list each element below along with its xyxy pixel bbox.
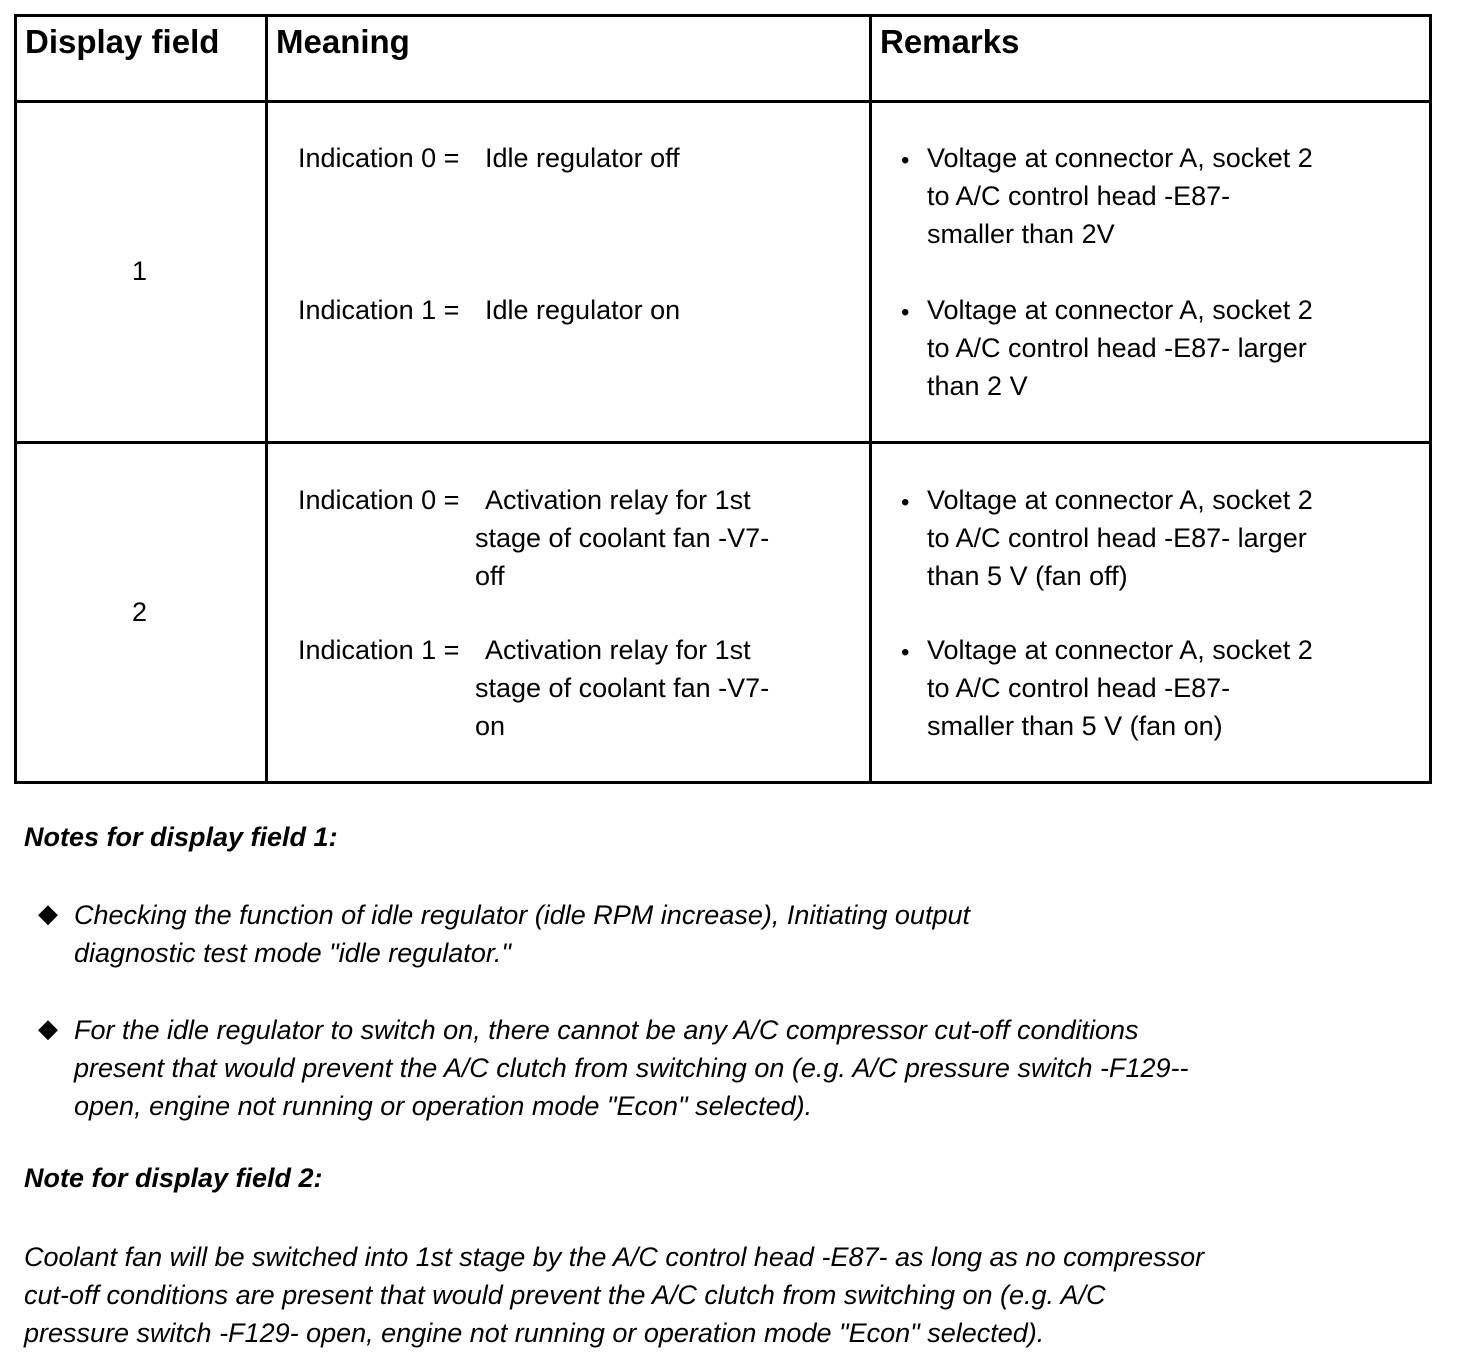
notes-field-2-heading: Note for display field 2:: [24, 1163, 323, 1193]
row-2-remark-0-line-1: to A/C control head -E87- larger: [927, 523, 1307, 553]
notes-field-1-heading: Notes for display field 1:: [24, 822, 338, 852]
note-1-item-1-line-2: open, engine not running or operation mode "Econ" selected).: [74, 1091, 813, 1121]
row-1-meaning-0-label: Indication 0 =: [298, 143, 460, 173]
row-2-remark-0-line-2: than 5 V (fan off): [927, 561, 1128, 591]
note-1-item-0-line-1: diagnostic test mode "idle regulator.": [74, 938, 511, 968]
header-meaning: Meaning: [276, 23, 410, 60]
row-2-meaning-0-line-1: stage of coolant fan -V7-: [475, 523, 770, 553]
row-divider: [17, 441, 1429, 444]
row-1-meaning-1-text: Idle regulator on: [485, 295, 681, 325]
row-1-remark-1-line-2: than 2 V: [927, 371, 1028, 401]
column-divider: [869, 17, 872, 781]
row-1-remark-1-line-0: Voltage at connector A, socket 2: [927, 295, 1313, 325]
row-2-meaning-0-line-0: Activation relay for 1st: [485, 485, 751, 515]
row-2-remark-1-line-1: to A/C control head -E87-: [927, 673, 1231, 703]
header-remarks: Remarks: [880, 23, 1020, 60]
remark-bullet: •: [901, 147, 910, 174]
remark-bullet: •: [901, 489, 910, 516]
row-1-remark-0-line-1: to A/C control head -E87-: [927, 181, 1231, 211]
row-1-remark-0-line-0: Voltage at connector A, socket 2: [927, 143, 1313, 173]
row-1-meaning-1-label: Indication 1 =: [298, 295, 460, 325]
note-2-line-1: cut-off conditions are present that would prevent the A/C clutch from switching on (e.g. A/C: [24, 1280, 1106, 1310]
row-divider: [17, 100, 1429, 103]
note-1-item-0-line-0: Checking the function of idle regulator (idle RPM increase), Initiating output: [74, 900, 970, 930]
header-display-field: Display field: [25, 23, 220, 60]
row-1-remark-1-line-1: to A/C control head -E87- larger: [927, 333, 1307, 363]
remark-bullet: •: [901, 639, 910, 666]
diamond-bullet-icon: ◆: [38, 898, 58, 928]
note-1-item-1-line-0: For the idle regulator to switch on, there cannot be any A/C compressor cut-off conditions: [74, 1015, 1139, 1045]
column-divider: [265, 17, 268, 781]
note-2-line-0: Coolant fan will be switched into 1st stage by the A/C control head -E87- as long as no compressor: [24, 1242, 1205, 1272]
row-2-remark-1-line-0: Voltage at connector A, socket 2: [927, 635, 1313, 665]
remark-bullet: •: [901, 299, 910, 326]
row-2-meaning-1-label: Indication 1 =: [298, 635, 460, 665]
row-2-meaning-0-line-2: off: [475, 561, 505, 591]
row-2-meaning-0-label: Indication 0 =: [298, 485, 460, 515]
row-2-meaning-1-line-2: on: [475, 711, 506, 741]
row-1-field-number: 1: [131, 256, 148, 286]
row-2-remark-1-line-2: smaller than 5 V (fan on): [927, 711, 1223, 741]
row-2-remark-0-line-0: Voltage at connector A, socket 2: [927, 485, 1313, 515]
note-2-line-2: pressure switch -F129- open, engine not running or operation mode "Econ" selected).: [24, 1318, 1045, 1348]
row-2-meaning-1-line-0: Activation relay for 1st: [485, 635, 751, 665]
diamond-bullet-icon: ◆: [38, 1013, 58, 1043]
row-1-remark-0-line-2: smaller than 2V: [927, 219, 1115, 249]
display-field-table: [14, 14, 1432, 784]
row-2-field-number: 2: [131, 597, 148, 627]
row-1-meaning-0-text: Idle regulator off: [485, 143, 680, 173]
row-2-meaning-1-line-1: stage of coolant fan -V7-: [475, 673, 770, 703]
note-1-item-1-line-1: present that would prevent the A/C clutch from switching on (e.g. A/C pressure switch -F129--: [74, 1053, 1189, 1083]
